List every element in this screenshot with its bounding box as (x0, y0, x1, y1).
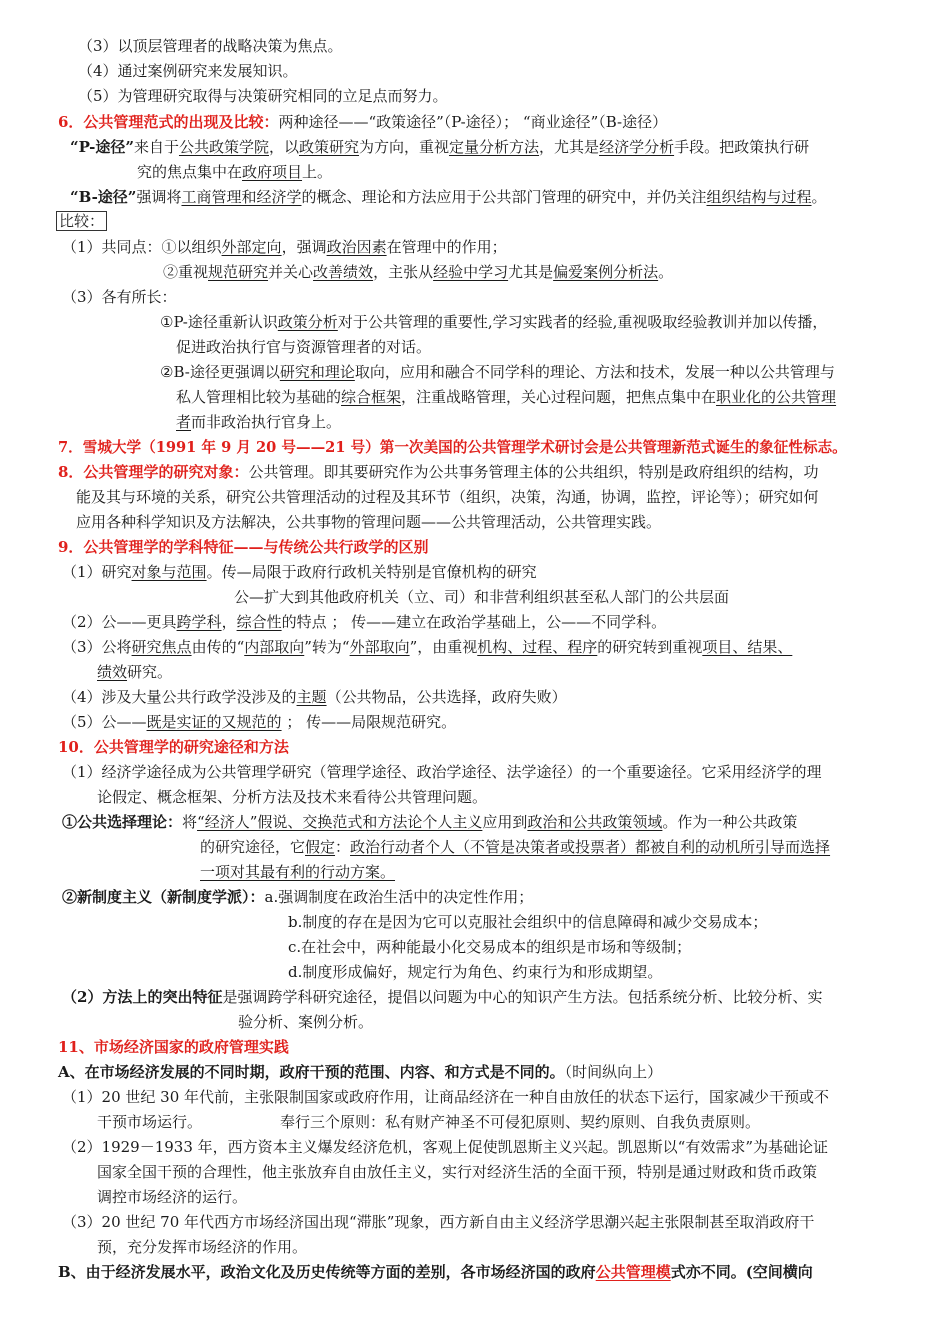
text-line (97, 1110, 760, 1135)
text-span: ，主张从 (373, 263, 434, 281)
text-span: ， (221, 613, 237, 631)
text-span: ，注重战略管理，关心过程问题，把焦点集中在 (401, 388, 717, 406)
text-span: 强调将 (136, 188, 182, 206)
new-institutionalism-line (62, 885, 533, 910)
text-line: 促进政治执行官与资源管理者的对话。 (176, 338, 432, 356)
text-span: （时间纵向上） (564, 1063, 663, 1081)
section-11-heading: 11、市场经济国家的政府管理实践 (58, 1038, 289, 1056)
text-span: ①P-途径重新认识 (160, 313, 278, 331)
text-line (62, 235, 507, 260)
underlined-term: 一项对其最有利的行动方案。 (200, 863, 396, 881)
text-span: ，尤其是 (539, 138, 600, 156)
underlined-term: 公共管理模 (595, 1263, 671, 1281)
underlined-term: 外部定向 (221, 238, 282, 256)
underlined-term: 政策研究 (299, 138, 360, 156)
text-span: 的特点 ； 传——建立在政治学基础上，公——不同学科。 (281, 613, 667, 631)
text-span: 应用到 (482, 813, 528, 831)
section-7-heading: 7．雪城大学（1991 年 9 月 20 号——21 号）第一次美国的公共管理学术研讨会是公共管理新范式诞生的象征性标志。 (58, 439, 847, 456)
new-institutionalism-label: ②新制度主义（新制度学派）： (62, 888, 265, 906)
section-6-heading (58, 110, 667, 135)
text-span: 为方向，重视 (359, 138, 450, 156)
text-span: 研究。 (127, 663, 173, 681)
text-span: ②B-途径更强调以 (160, 363, 280, 381)
text-line: 预，充分发挥市场经济的作用。 (97, 1238, 308, 1256)
underlined-term: 假定 (305, 838, 336, 856)
underlined-term: 规范研究 (208, 263, 269, 281)
text-span: （2）公——更具 (62, 613, 177, 631)
text-span: 而非政治执行官身上。 (191, 413, 342, 431)
text-span: 私人管理相比较为基础的 (176, 388, 342, 406)
text-line: （3）以顶层管理者的战略决策为焦点。 (78, 37, 343, 55)
text-span: 手段。把政策执行研 (674, 138, 810, 156)
text-line (176, 385, 836, 410)
text-span: 上。 (302, 163, 333, 181)
text-span: （4）涉及大量公共行政学没涉及的 (62, 688, 297, 706)
text-span: a.强调制度在政治生活中的决定性作用； (264, 888, 534, 906)
underlined-term: 项目、结果、 (702, 638, 793, 656)
text-span: （公共物品，公共选择，政府失败） (326, 688, 567, 706)
underlined-term: 政治因素 (326, 238, 387, 256)
text-span: 来自于 (133, 138, 179, 156)
text-line (163, 260, 673, 285)
text-span: 。 (658, 263, 674, 281)
p-approach-line (70, 135, 809, 160)
underlined-term: 既是实证的又规范的 (146, 713, 282, 731)
underlined-term: 研究焦点 (131, 638, 192, 656)
text-line (62, 610, 666, 635)
underlined-term: 公共政策学院 (178, 138, 269, 156)
text-line: （2）1929－1933 年，西方资本主义爆发经济危机，客观上促使凯恩斯主义兴起。凯恩斯以“有效需求”为基础论证 (62, 1138, 829, 1156)
text-line (176, 410, 341, 435)
underlined-term: 机构、过程、程序 (477, 638, 598, 656)
underlined-term: 者 (176, 413, 192, 431)
b-approach-line (70, 185, 827, 210)
text-span: ，强调 (281, 238, 327, 256)
underlined-term: 政策分析 (277, 313, 338, 331)
text-span: ”，由重视 (409, 638, 478, 656)
underlined-term: 绩效 (97, 663, 128, 681)
text-span: 尤其是 (508, 263, 554, 281)
text-line (97, 660, 172, 685)
underlined-term: 跨学科 (176, 613, 222, 631)
text-line (160, 310, 827, 335)
text-line: （3）20 世纪 70 年代西方市场经济国出现“滞胀”现象，西方新自由主义经济学思潮兴起主张限制甚至取消政府干 (62, 1213, 815, 1231)
text-span: （5）公—— (62, 713, 147, 731)
subsection-a-line (58, 1060, 662, 1085)
text-line: d.制度形成偏好，规定行为角色、约束行为和形成期望。 (288, 963, 663, 981)
text-span: 取向，应用和融合不同学科的理论、方法和技术，发展一种以公共管理与 (354, 363, 835, 381)
text-span: 在管理中的作用； (386, 238, 507, 256)
text-span: 式亦不同。(空间横向 (670, 1263, 813, 1281)
text-span: ： (335, 838, 351, 856)
underlined-term: 政府项目 (242, 163, 303, 181)
text-line (62, 710, 456, 735)
compare-heading (56, 209, 107, 234)
text-line: b.制度的存在是因为它可以克服社会组织中的信息障碍和减少交易成本； (288, 913, 768, 931)
section-6-title: 6．公共管理范式的出现及比较： (58, 113, 279, 131)
section-8-title: 8．公共管理学的研究对象： (58, 463, 249, 481)
text-line: （3）各有所长： (62, 288, 177, 306)
text-span: 。传—局限于政府行政机关特别是官僚机构的研究 (206, 563, 537, 581)
underlined-term: 定量分析方法 (449, 138, 540, 156)
text-line: （1）经济学途径成为公共管理学研究（管理学途径、政治学途径、法学途径）的一个重要途径。它采用经济学的理 (62, 763, 822, 781)
text-span: ，以 (268, 138, 299, 156)
text-line: （1）20 世纪 30 年代前，主张限制国家或政府作用，让商品经济在一种自由放任的状态下运行，国家减少干预或不 (62, 1088, 830, 1106)
underlined-term: 经济学分析 (599, 138, 675, 156)
text-span: 对于公共管理的重要性,学习实践者的经验,重视吸取经验教训并加以传播， (337, 313, 828, 331)
b-approach-label: “B-途径” (70, 188, 137, 206)
text-line (62, 560, 537, 585)
subsection-a-title: A、在市场经济发展的不同时期，政府干预的范围、内容、和方式是不同的。 (58, 1063, 565, 1081)
compare-label: 比较： (56, 211, 107, 231)
section-9-heading: 9．公共管理学的学科特征——与传统公共行政学的区别 (58, 538, 429, 556)
underlined-term: “经济人”假说、交换范式和方法论个人主义 (197, 813, 483, 831)
text-span: 。 (811, 188, 827, 206)
underlined-term: 内部取向 (244, 638, 305, 656)
text-span: （1）共同点：①以组织 (62, 238, 222, 256)
text-line: 验分析、案例分析。 (238, 1013, 374, 1031)
method-feature-label: （2）方法上的突出特征 (62, 988, 223, 1006)
text-span: 并关心 (268, 263, 314, 281)
text-span: 是强调跨学科研究途径，提倡以问题为中心的知识产生方法。包括系统分析、比较分析、实 (222, 988, 823, 1006)
subsection-b-line (58, 1260, 813, 1285)
text-span: 由传的“ (191, 638, 245, 656)
underlined-term: 改善绩效 (313, 263, 374, 281)
text-span: 。作为一种公共政策 (662, 813, 798, 831)
text-span: ②重视 (163, 263, 209, 281)
text-line: 国家全国干预的合理性，他主张放弃自由放任主义，实行对经济生活的全面干预，特别是通过财政和货币政策 (97, 1163, 818, 1181)
method-feature-line (62, 985, 822, 1010)
text-span: （3）公将 (62, 638, 132, 656)
text-span: 奉行三个原则：私有财产神圣不可侵犯原则、契约原则、自我负责原则。 (280, 1113, 761, 1131)
underlined-term: 综合框架 (341, 388, 402, 406)
underlined-term: 偏爱案例分析法 (553, 263, 659, 281)
text-line (137, 160, 332, 185)
text-line (200, 835, 830, 860)
text-span: 究的焦点集中在 (137, 163, 243, 181)
public-choice-line (62, 810, 797, 835)
text-line: （5）为管理研究取得与决策研究相同的立足点而努力。 (78, 87, 448, 105)
text-line: 应用各种科学知识及方法解决，公共事物的管理问题——公共管理活动，公共管理实践。 (76, 513, 662, 531)
text-span: ； 传——局限规范研究。 (281, 713, 457, 731)
text-span: 的研究途径，它 (200, 838, 306, 856)
text-span: ”转为“ (304, 638, 350, 656)
underlined-term: 工商管理和经济学 (181, 188, 302, 206)
text-span: 的研究转到重视 (597, 638, 703, 656)
text-line: c.在社会中，两种能最小化交易成本的组织是市场和等级制； (288, 938, 692, 956)
underlined-term: 组织结构与过程 (706, 188, 812, 206)
text-span: 将 (182, 813, 198, 831)
text-line: 能及其与环境的关系，研究公共管理活动的过程及其环节（组织，决策，沟通，协调，监控，评论等）；研究如何 (76, 488, 819, 506)
text-line: 公—扩大到其他政府机关（立、司）和非营利组织甚至私人部门的公共层面 (234, 588, 730, 606)
text-span: B、由于经济发展水平，政治文化及历史传统等方面的差别，各市场经济国的政府 (58, 1263, 596, 1281)
underlined-term: 政治和公共政策领域 (527, 813, 663, 831)
text-line (200, 860, 395, 885)
section-10-heading: 10．公共管理学的研究途径和方法 (58, 738, 289, 756)
section-8-line (58, 460, 818, 485)
underlined-term: 外部取向 (349, 638, 410, 656)
text-span: 公共管理。即其要研究作为公共事务管理主体的公共组织，特别是政府组织的结构，功 (248, 463, 819, 481)
section-6-rest: 两种途径——“政策途径”（P-途径）； “商业途径”（B-途径） (278, 113, 668, 131)
underlined-term: 主题 (296, 688, 327, 706)
public-choice-label: ①公共选择理论： (62, 813, 183, 831)
p-approach-label: “P-途径” (70, 138, 134, 156)
text-line: 论假定、概念框架、分析方法及技术来看待公共管理问题。 (97, 788, 488, 806)
text-span: （1）研究 (62, 563, 132, 581)
underlined-term: 对象与范围 (131, 563, 207, 581)
underlined-term: 研究和理论 (279, 363, 355, 381)
text-line (62, 635, 792, 660)
text-line: （4）通过案例研究来发展知识。 (78, 62, 298, 80)
text-span: 干预市场运行。 (97, 1113, 203, 1131)
text-span: 的概念、理论和方法应用于公共部门管理的研究中，并仍关注 (301, 188, 707, 206)
text-line: 调控市场经济的运行。 (97, 1188, 248, 1206)
underlined-term: 综合性 (236, 613, 282, 631)
underlined-term: 政治行动者个人（不管是决策者或投票者）都被自利的动机所引导而选择 (350, 838, 831, 856)
underlined-term: 经验中学习 (433, 263, 509, 281)
text-line (160, 360, 835, 385)
underlined-term: 职业化的公共管理 (716, 388, 837, 406)
text-line (62, 685, 567, 710)
